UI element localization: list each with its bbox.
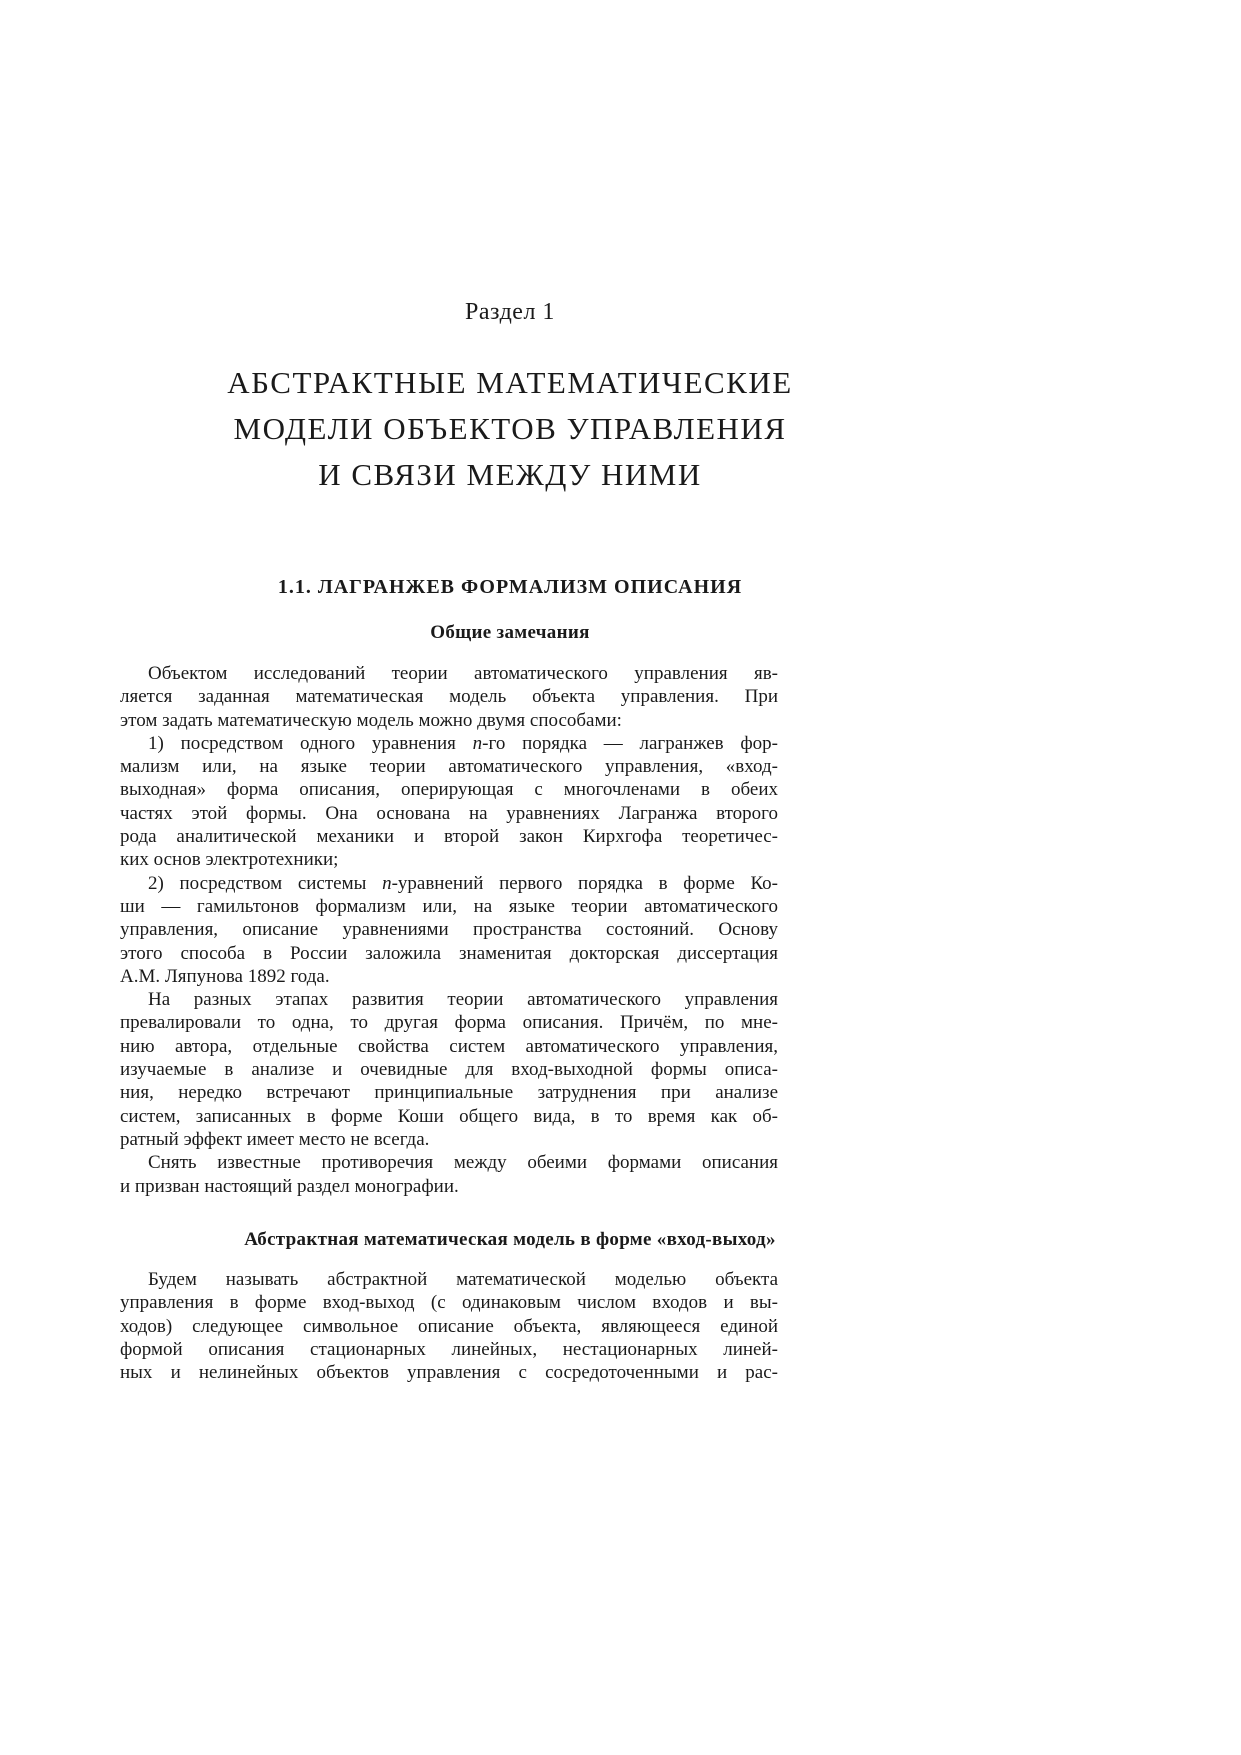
general-remarks-text (120, 662, 778, 1198)
text-line: Снять известные противоречия между обеими формами описания (148, 1152, 778, 1174)
text-line: этого способа в России заложила знаменитая докторская диссертация (120, 942, 778, 964)
subsection-heading-general-remarks: Общие замечания (430, 622, 590, 643)
text-line: Объектом исследований теории автоматического управления яв- (148, 663, 778, 684)
text-line: управления, описание уравнениями пространства состояний. Основу (120, 919, 778, 941)
text-line: 2) посредством системы n-уравнений первого порядка в форме Ко- (148, 872, 778, 894)
text-line: систем, записанных в форме Коши общего вида, в то время как об- (120, 1105, 778, 1127)
text-line: управления в форме вход-выход (с одинаковым числом входов и вы- (120, 1292, 778, 1314)
text-line: выходная» форма описания, оперирующая с многочленами в обеих (120, 779, 778, 801)
text-line: превалировали то одна, то другая форма описания. Причём, по мне- (120, 1012, 778, 1034)
text-line: частях этой формы. Она основана на уравнениях Лагранжа второго (120, 802, 778, 824)
abstract-model-text (120, 1268, 778, 1384)
text-line: этом задать математическую модель можно двумя способами: (120, 709, 622, 731)
text-line: рода аналитической механики и второй закон Кирхгофа теоретичес- (120, 826, 778, 848)
text-line: ния, нередко встречают принципиальные затруднения при анализе (120, 1082, 778, 1104)
text-line: формой описания стационарных линейных, нестационарных линей- (120, 1338, 778, 1360)
text-line: мализм или, на языке теории автоматического управления, «вход- (120, 756, 778, 778)
math-variable-n: n (472, 732, 483, 754)
text-line: Будем называть абстрактной математической моделью объекта (148, 1269, 778, 1290)
chapter-title-line: МОДЕЛИ ОБЪЕКТОВ УПРАВЛЕНИЯ (233, 411, 787, 446)
text-line: ши — гамильтонов формализм или, на языке теории автоматического (120, 895, 778, 917)
text-line: изучаемые в анализе и очевидные для вход-выходной формы описа- (120, 1059, 778, 1081)
text-line: 1) посредством одного уравнения n-го порядка — лагранжев фор- (148, 732, 778, 754)
text-line: ных и нелинейных объектов управления с сосредоточенными и рас- (120, 1362, 778, 1384)
text-line: ратный эффект имеет место не всегда. (120, 1128, 430, 1150)
chapter-title-line: И СВЯЗИ МЕЖДУ НИМИ (318, 457, 702, 492)
chapter-title-line: АБСТРАКТНЫЕ МАТЕМАТИЧЕСКИЕ (227, 365, 793, 400)
math-variable-n: n (382, 872, 392, 894)
text-line: На разных этапах развития теории автоматического управления (148, 989, 778, 1011)
text-line: ходов) следующее символьное описание объекта, являющееся единой (120, 1315, 778, 1337)
subsection-heading-abstract-model: Абстрактная математическая модель в форме «вход-выход» (244, 1229, 776, 1250)
text-line: нию автора, отдельные свойства систем автоматического управления, (120, 1035, 778, 1057)
section-heading: 1.1. ЛАГРАНЖЕВ ФОРМАЛИЗМ ОПИСАНИЯ (277, 576, 743, 598)
text-line: А.М. Ляпунова 1892 года. (120, 965, 330, 987)
text-line: и призван настоящий раздел монографии. (120, 1175, 459, 1197)
text-line: ких основ электротехники; (120, 849, 339, 871)
section-label: Раздел 1 (465, 299, 555, 325)
text-line: ляется заданная математическая модель объекта управления. При (120, 686, 778, 708)
chapter-title (120, 360, 900, 498)
